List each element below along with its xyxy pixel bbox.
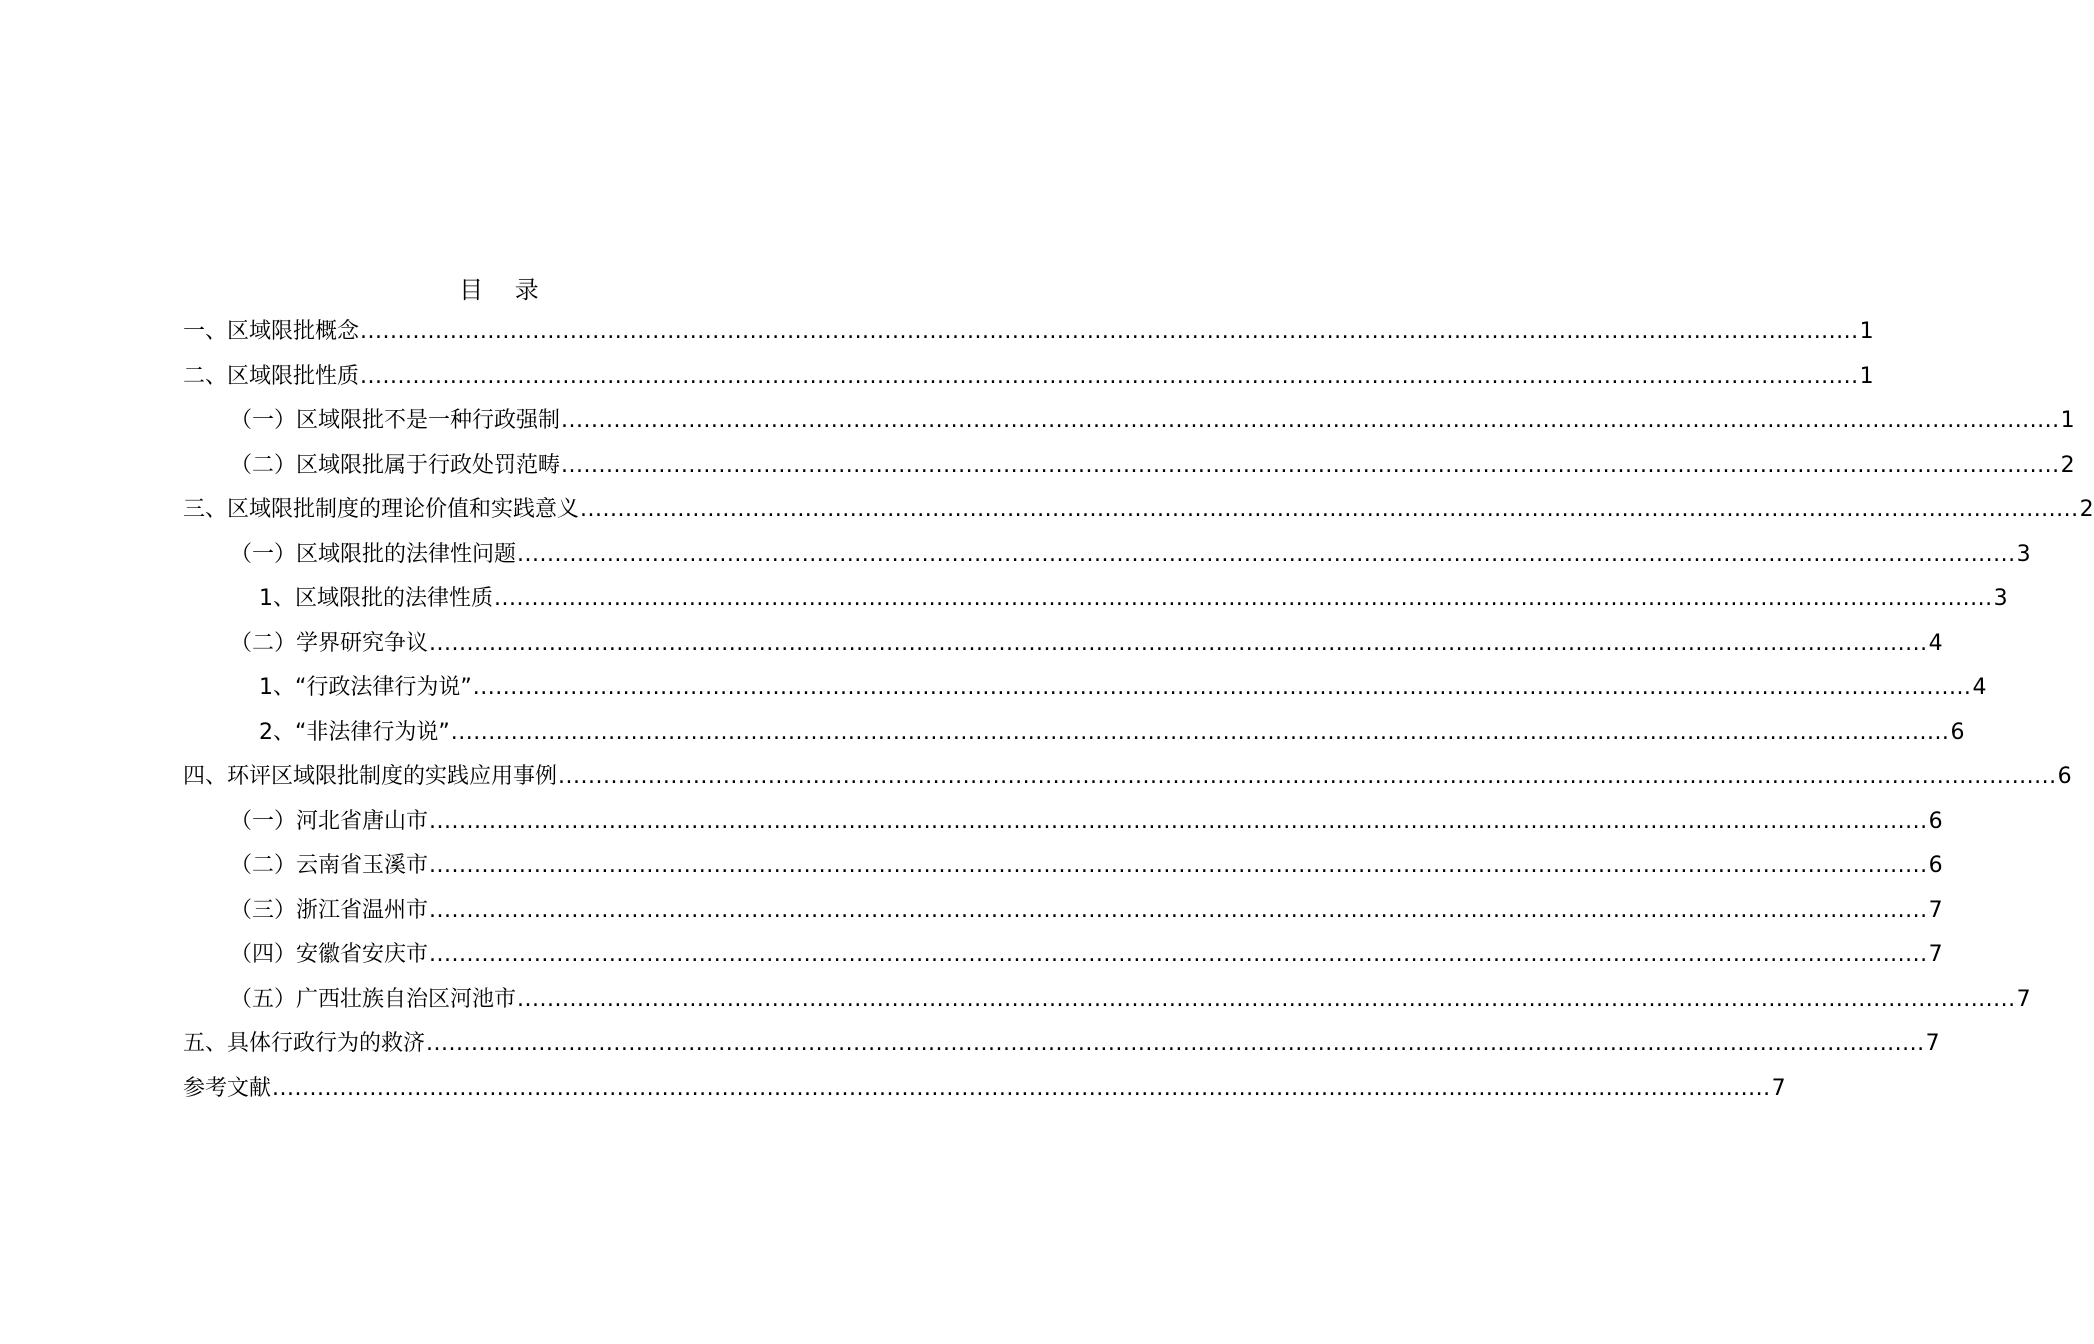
toc-entry-page: 6 (1950, 719, 1965, 745)
toc-entry[interactable] (183, 577, 2008, 622)
toc-entry-page: 7 (2016, 986, 2031, 1012)
toc-leader-dots: ........................................................................................................................................................................................................ (272, 1075, 1771, 1101)
toc-entry-text: （一）区域限批不是一种行政强制 (230, 408, 561, 433)
toc-list (183, 310, 2094, 1111)
toc-entry[interactable] (183, 355, 1874, 400)
toc-entry-text: 五、具体行政行为的救济 (183, 1031, 426, 1056)
toc-leader-dots: ........................................................................................................................................................................................................ (429, 630, 1928, 656)
toc-entry-page: 2 (2079, 497, 2094, 522)
toc-entry-text: （二）区域限批属于行政处罚范畴 (230, 452, 561, 478)
toc-entry-text: （三）浙江省温州市 (230, 897, 429, 923)
toc-leader-dots: ........................................................................................................................................................................................................ (450, 719, 1950, 745)
toc-entry-text: （五）广西壮族自治区河池市 (230, 986, 517, 1012)
toc-entry[interactable] (183, 755, 2072, 800)
toc-entry-text: 1、“行政法律行为说” (259, 675, 472, 700)
toc-entry[interactable] (183, 310, 1874, 355)
toc-entry-text: 三、区域限批制度的理论价值和实践意义 (183, 497, 580, 522)
toc-leader-dots: ........................................................................................................................................................................................................ (517, 986, 2016, 1012)
toc-entry-page: 6 (1928, 808, 1943, 834)
toc-entry-page: 7 (1925, 1031, 1940, 1056)
toc-entry[interactable] (183, 488, 2094, 533)
toc-leader-dots: ........................................................................................................................................................................................................ (494, 586, 1993, 611)
toc-entry[interactable] (183, 800, 1943, 845)
toc-entry-page: 6 (2057, 764, 2072, 789)
toc-entry-page: 1 (1859, 363, 1874, 389)
toc-leader-dots: ........................................................................................................................................................................................................ (360, 363, 1859, 389)
toc-entry[interactable] (183, 444, 2075, 489)
toc-entry-text: 参考文献 (183, 1075, 272, 1101)
toc-entry-page: 7 (1928, 897, 1943, 923)
toc-leader-dots: ........................................................................................................................................................................................................ (429, 942, 1928, 967)
toc-entry[interactable] (183, 711, 1965, 756)
toc-entry[interactable] (183, 844, 1943, 889)
toc-entry-page: 7 (1928, 942, 1943, 967)
toc-entry-text: 二、区域限批性质 (183, 363, 360, 389)
toc-leader-dots: ........................................................................................................................................................................................................ (580, 497, 2079, 522)
toc-leader-dots: ........................................................................................................................................................................................................ (426, 1031, 1925, 1056)
toc-leader-dots: ........................................................................................................................................................................................................ (561, 452, 2060, 478)
toc-leader-dots: ........................................................................................................................................................................................................ (561, 408, 2060, 433)
toc-entry-page: 4 (1928, 630, 1943, 656)
toc-entry[interactable] (183, 666, 1987, 711)
toc-entry[interactable] (183, 889, 1943, 934)
toc-entry-text: 一、区域限批概念 (183, 319, 360, 344)
toc-leader-dots: ........................................................................................................................................................................................................ (517, 541, 2016, 567)
toc-entry[interactable] (183, 1022, 1940, 1067)
toc-title: 目 录 (459, 276, 551, 304)
toc-entry-page: 1 (2060, 408, 2075, 433)
toc-leader-dots: ........................................................................................................................................................................................................ (360, 319, 1859, 344)
toc-entry[interactable] (183, 978, 2031, 1023)
toc-entry-text: （二）云南省玉溪市 (230, 853, 429, 878)
toc-leader-dots: ........................................................................................................................................................................................................ (429, 808, 1928, 834)
toc-entry[interactable] (183, 399, 2075, 444)
toc-entry-page: 6 (1928, 853, 1943, 878)
toc-leader-dots: ........................................................................................................................................................................................................ (558, 764, 2057, 789)
toc-entry-page: 3 (2016, 541, 2031, 567)
toc-entry[interactable] (183, 933, 1943, 978)
toc-entry[interactable] (183, 533, 2031, 578)
toc-leader-dots: ........................................................................................................................................................................................................ (429, 897, 1928, 923)
toc-entry-text: （一）河北省唐山市 (230, 808, 429, 834)
toc-entry-text: 1、区域限批的法律性质 (259, 586, 493, 611)
toc-entry-page: 4 (1972, 675, 1987, 700)
toc-entry-text: 四、环评区域限批制度的实践应用事例 (183, 764, 558, 789)
toc-entry-page: 3 (1993, 586, 2008, 611)
toc-entry-text: （二）学界研究争议 (230, 630, 429, 656)
toc-leader-dots: ........................................................................................................................................................................................................ (429, 853, 1928, 878)
toc-leader-dots: ........................................................................................................................................................................................................ (472, 675, 1972, 700)
toc-entry-text: （一）区域限批的法律性问题 (230, 541, 517, 567)
toc-entry-page: 7 (1771, 1075, 1786, 1101)
toc-entry[interactable] (183, 622, 1943, 667)
toc-entry-page: 1 (1859, 319, 1874, 344)
toc-entry-text: （四）安徽省安庆市 (230, 942, 429, 967)
toc-entry-text: 2、“非法律行为说” (259, 719, 450, 745)
toc-entry[interactable] (183, 1067, 1786, 1112)
toc-entry-page: 2 (2060, 452, 2075, 478)
